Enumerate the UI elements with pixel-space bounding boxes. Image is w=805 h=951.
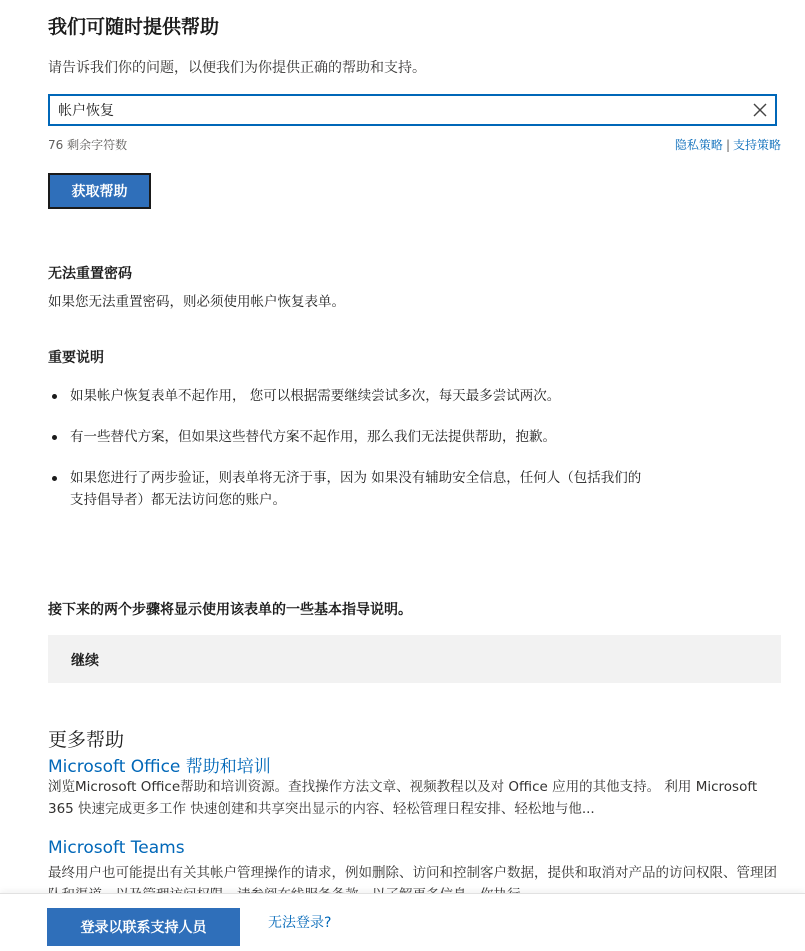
teams-help-description: 最终用户也可能提出有关其帐户管理操作的请求，例如删除、访问和控制客户数据，提供和取消对产品的访问权限、管理团 [48, 865, 777, 881]
list-item: 如果您进行了两步验证，则表单将无济于事，因为 如果没有辅助安全信息，任何人（包括我们的支持倡导者）都无法访问您的账户。 [48, 467, 648, 511]
support-policy-link[interactable]: 支持策略 [732, 138, 781, 152]
page-subtitle: 请告诉我们你的问题，以便我们为你提供正确的帮助和支持。 [48, 60, 426, 76]
policy-separator: | [725, 138, 730, 152]
page-title: 我们可随时提供帮助 [48, 16, 220, 38]
policy-links [675, 136, 781, 153]
get-help-button[interactable]: 获取帮助 [48, 173, 151, 209]
office-help-description: 浏览Microsoft Office帮助和培训资源。查找操作方法文章、视频教程以及对 Office 应用的其他支持。 利用 Microsoft 365 快速完成更多工作 快速创建和共享突出显示的内容、轻松管理日程安排、轻松地与他... [48, 779, 758, 817]
teams-help-link[interactable]: Microsoft Teams [48, 838, 185, 858]
important-heading: 重要说明 [48, 350, 104, 366]
cant-login-link[interactable]: 无法登录? [268, 915, 332, 931]
close-icon[interactable] [749, 99, 771, 121]
list-item: 如果帐户恢复表单不起作用， 您可以根据需要继续尝试多次，每天最多尝试两次。 [48, 385, 648, 407]
reset-heading: 无法重置密码 [48, 266, 132, 282]
privacy-policy-link[interactable]: 隐私策略 [674, 138, 723, 152]
sign-in-contact-button[interactable]: 登录以联系支持人员 [47, 908, 240, 946]
search-box [48, 94, 777, 126]
char-count: 76 剩余字符数 [48, 138, 128, 152]
important-list [48, 385, 648, 511]
more-help-heading: 更多帮助 [48, 729, 125, 751]
office-help-link[interactable]: Microsoft Office 帮助和培训 [48, 757, 271, 777]
next-steps-text: 接下来的两个步骤将显示使用该表单的一些基本指导说明。 [48, 602, 412, 618]
list-item: 有一些替代方案，但如果这些替代方案不起作用，那么我们无法提供帮助，抱歉。 [48, 426, 648, 448]
reset-text: 如果您无法重置密码，则必须使用帐户恢复表单。 [48, 294, 345, 310]
search-input[interactable] [58, 99, 738, 121]
continue-label: 继续 [71, 653, 99, 669]
footer-bar [0, 893, 805, 951]
continue-button[interactable] [48, 635, 781, 683]
